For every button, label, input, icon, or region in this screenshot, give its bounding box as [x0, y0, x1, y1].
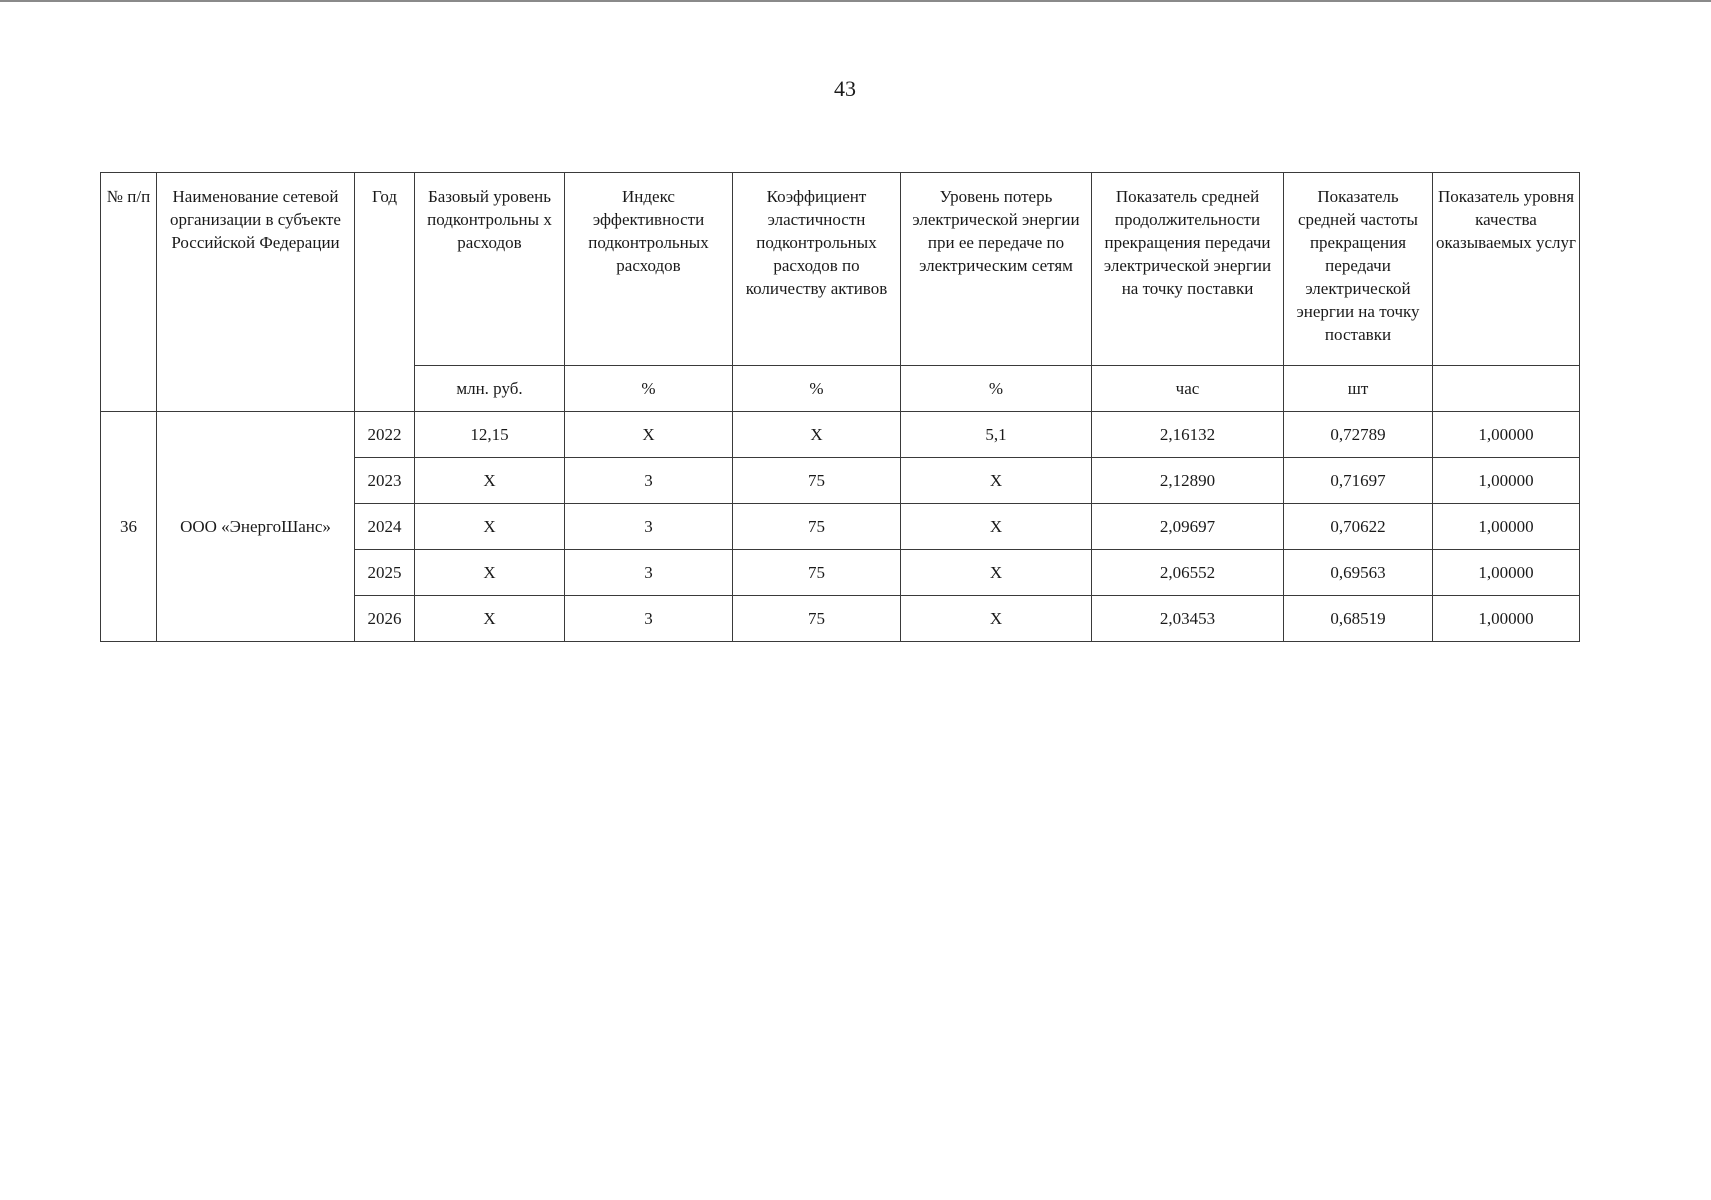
duration-cell: 2,03453: [1092, 596, 1284, 642]
unit-cell: %: [733, 366, 901, 412]
quality-cell: 1,00000: [1433, 412, 1580, 458]
year-cell: 2025: [355, 550, 415, 596]
base-cell: X: [415, 550, 565, 596]
header-efficiency-index: Индекс эффективности подконтрольных расходов: [565, 173, 733, 366]
quality-cell: 1,00000: [1433, 550, 1580, 596]
table-row: [101, 412, 1580, 458]
header-year: Год: [355, 173, 415, 412]
unit-cell: %: [565, 366, 733, 412]
header-elasticity-coef: Коэффициент эластичностн подконтрольных расходов по количеству активов: [733, 173, 901, 366]
loss-cell: 5,1: [901, 412, 1092, 458]
quality-cell: 1,00000: [1433, 596, 1580, 642]
index-cell: 3: [565, 596, 733, 642]
loss-cell: X: [901, 550, 1092, 596]
quality-cell: 1,00000: [1433, 504, 1580, 550]
page-number: 43: [834, 76, 856, 101]
header-row: [101, 173, 1580, 366]
entry-number: 36: [101, 412, 157, 642]
header-base-level: Базовый уровень подконтрольны х расходов: [415, 173, 565, 366]
tariff-parameters-table: [100, 172, 1580, 642]
header-avg-duration: Показатель средней продолжительности прекращения передачи электрической энергии на точку поставки: [1092, 173, 1284, 366]
year-cell: 2024: [355, 504, 415, 550]
year-cell: 2026: [355, 596, 415, 642]
coef-cell: 75: [733, 550, 901, 596]
loss-cell: X: [901, 458, 1092, 504]
coef-cell: 75: [733, 596, 901, 642]
frequency-cell: 0,69563: [1284, 550, 1433, 596]
base-cell: X: [415, 504, 565, 550]
loss-cell: X: [901, 504, 1092, 550]
entry-org-name: ООО «ЭнергоШанс»: [157, 412, 355, 642]
coef-cell: 75: [733, 458, 901, 504]
duration-cell: 2,12890: [1092, 458, 1284, 504]
quality-cell: 1,00000: [1433, 458, 1580, 504]
unit-cell: млн. руб.: [415, 366, 565, 412]
frequency-cell: 0,72789: [1284, 412, 1433, 458]
header-avg-frequency: Показатель средней частоты прекращения передачи электрической энергии на точку поставки: [1284, 173, 1433, 366]
header-number: № п/п: [101, 173, 157, 412]
frequency-cell: 0,68519: [1284, 596, 1433, 642]
header-loss-level: Уровень потерь электрической энергии при ее передаче по электрическим сетям: [901, 173, 1092, 366]
unit-cell: %: [901, 366, 1092, 412]
year-cell: 2023: [355, 458, 415, 504]
coef-cell: X: [733, 412, 901, 458]
unit-cell: [1433, 366, 1580, 412]
base-cell: X: [415, 458, 565, 504]
index-cell: 3: [565, 550, 733, 596]
unit-cell: час: [1092, 366, 1284, 412]
duration-cell: 2,06552: [1092, 550, 1284, 596]
unit-cell: шт: [1284, 366, 1433, 412]
frequency-cell: 0,70622: [1284, 504, 1433, 550]
top-rule: [0, 0, 1711, 2]
base-cell: 12,15: [415, 412, 565, 458]
duration-cell: 2,09697: [1092, 504, 1284, 550]
loss-cell: X: [901, 596, 1092, 642]
header-service-quality: Показатель уровня качества оказываемых услуг: [1433, 173, 1580, 366]
index-cell: X: [565, 412, 733, 458]
frequency-cell: 0,71697: [1284, 458, 1433, 504]
year-cell: 2022: [355, 412, 415, 458]
base-cell: X: [415, 596, 565, 642]
header-org-name: Наименование сетевой организации в субъекте Российской Федерации: [157, 173, 355, 412]
index-cell: 3: [565, 504, 733, 550]
duration-cell: 2,16132: [1092, 412, 1284, 458]
index-cell: 3: [565, 458, 733, 504]
coef-cell: 75: [733, 504, 901, 550]
